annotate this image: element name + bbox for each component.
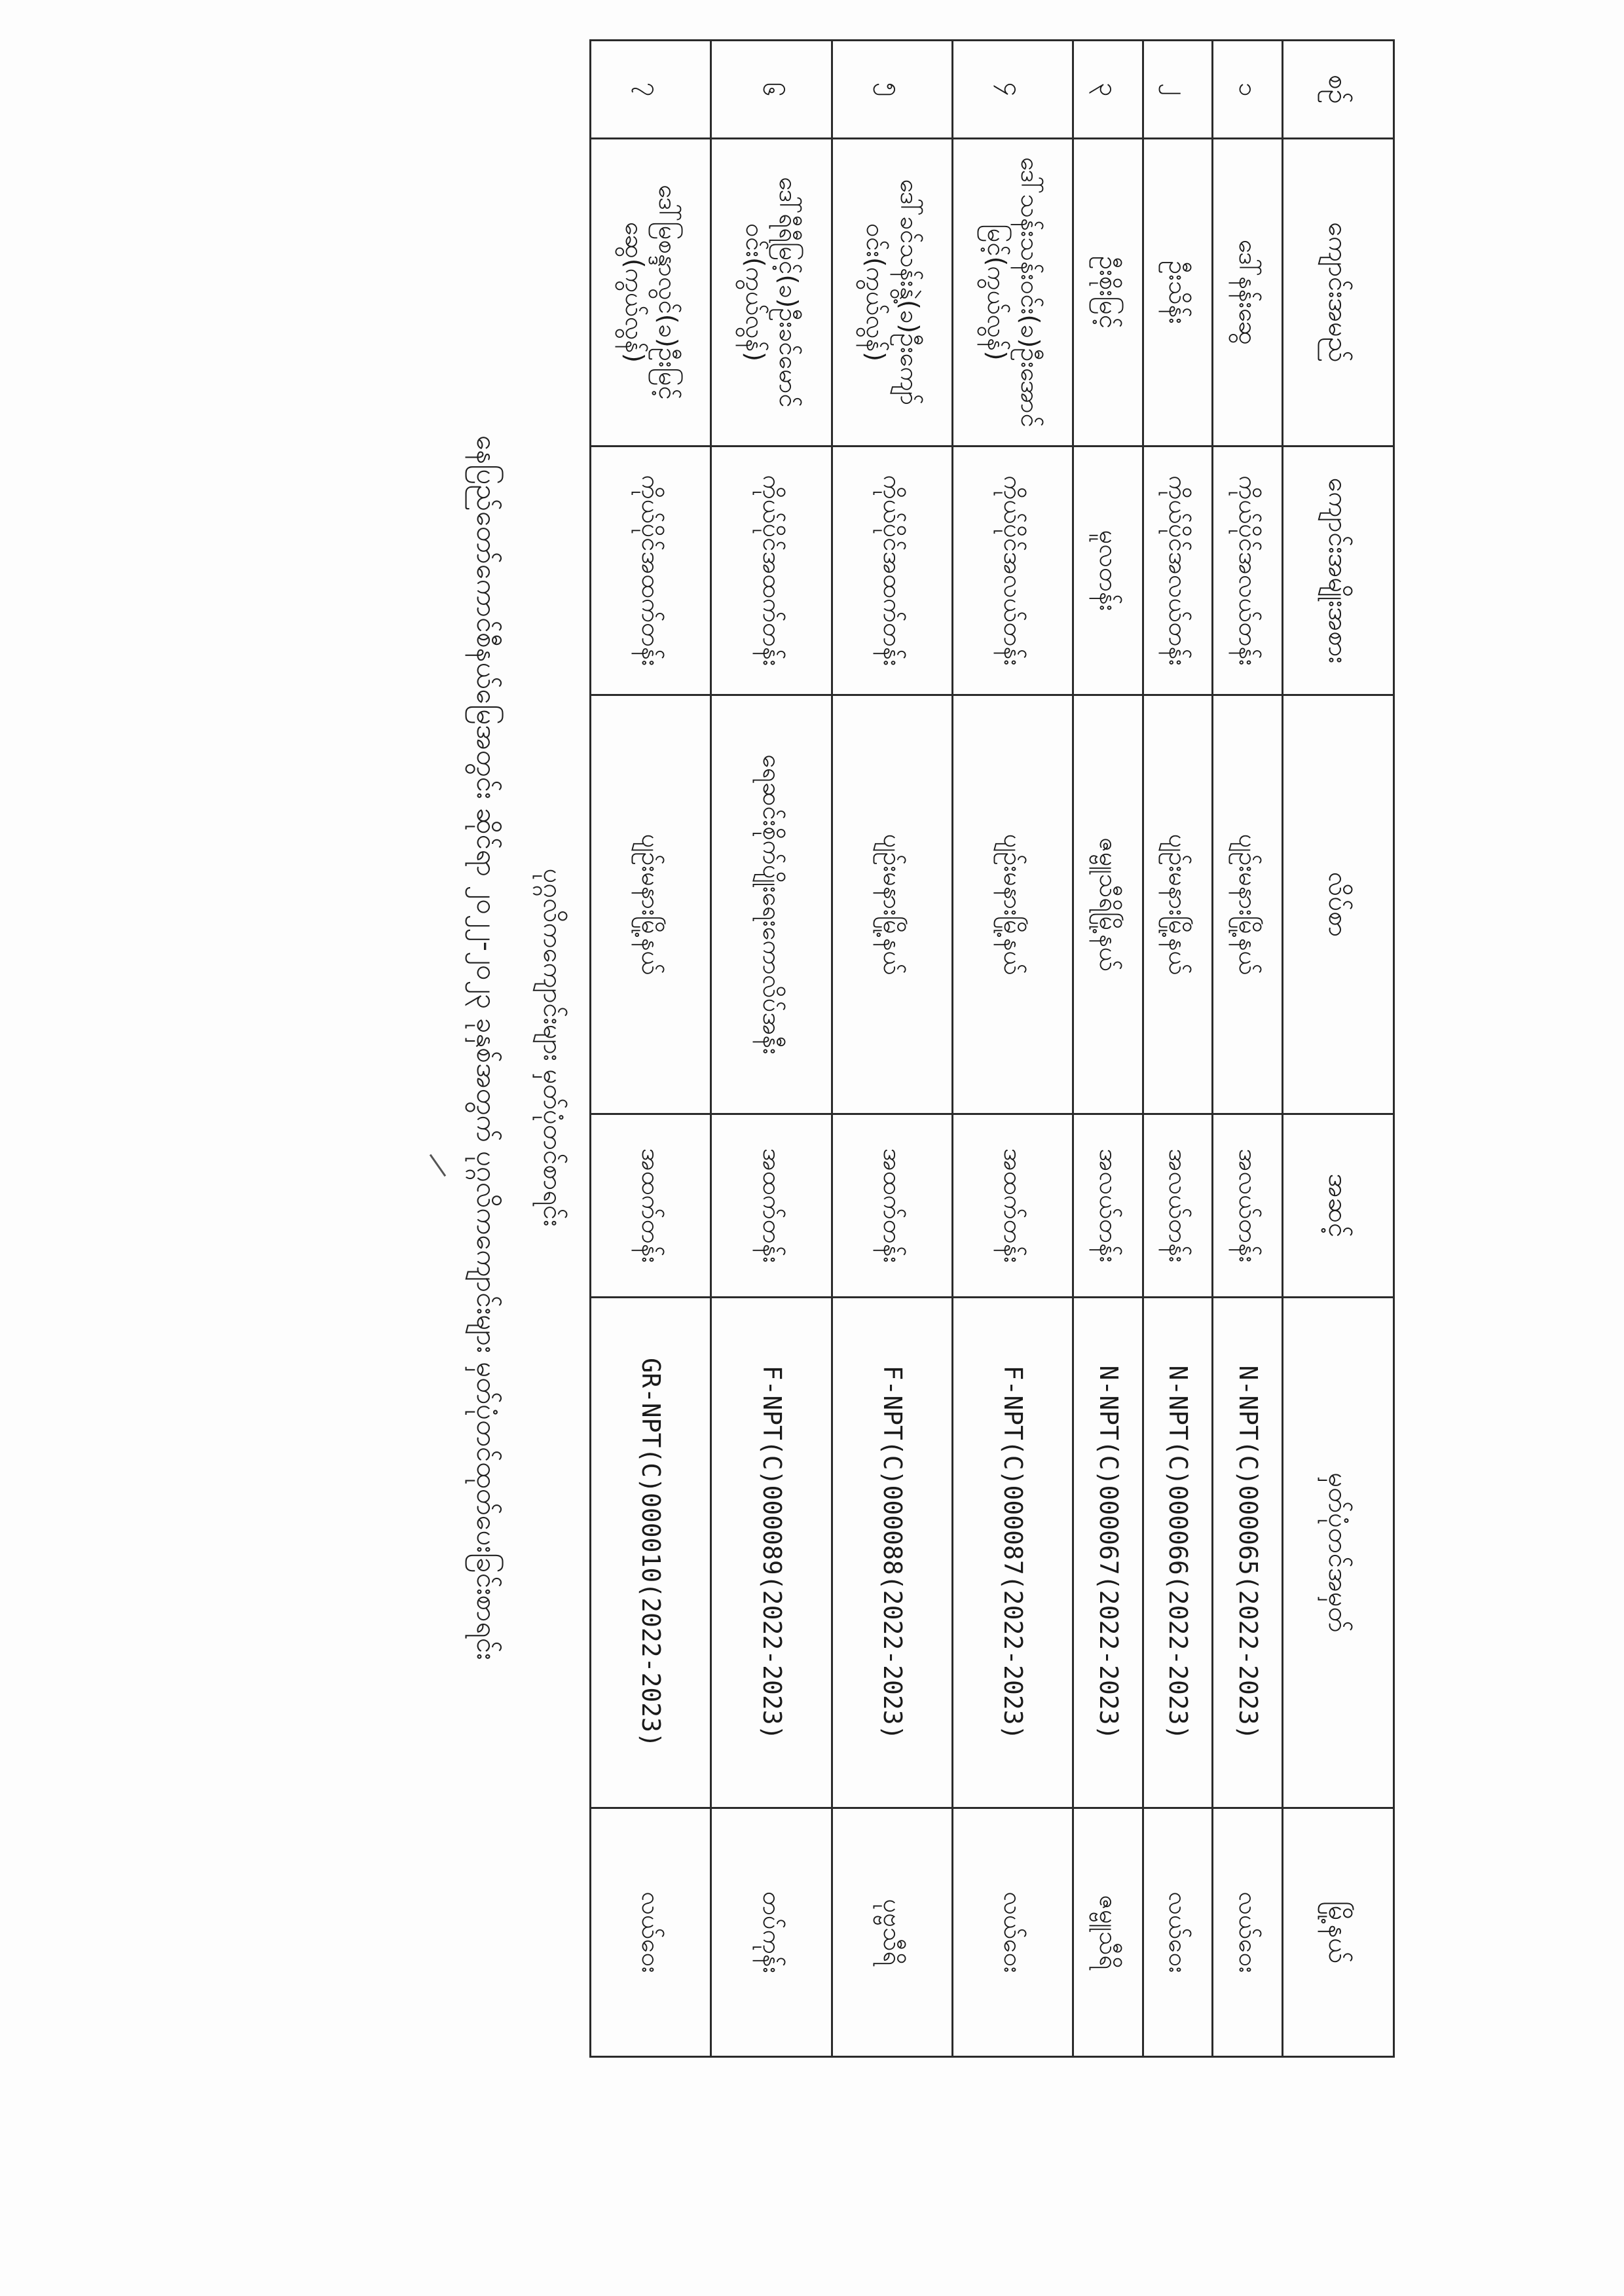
school-address: ပျဉ်းမနားမြို့နယ်	[832, 695, 952, 1114]
school-level: အလယ်တန်း	[1213, 1114, 1283, 1298]
school-level: အလယ်တန်း	[1143, 1114, 1213, 1298]
school-address: ပျဉ်းမနားမြို့နယ်	[1213, 695, 1283, 1114]
header-cell: ကျောင်းအမည်	[1283, 139, 1394, 446]
registration-number: N-NPT(C)000067(2022-2023)	[1073, 1298, 1143, 1808]
registration-number: GR-NPT(C)000010(2022-2023)	[591, 1298, 711, 1808]
school-level: အထက်တန်း	[711, 1114, 832, 1298]
registration-number: F-NPT(C)000087(2022-2023)	[953, 1298, 1073, 1808]
header-cell: ကျောင်းအမျိုးအစား	[1283, 446, 1394, 695]
table-row	[1213, 41, 1283, 2057]
row-number: ၃	[1073, 41, 1143, 139]
header-cell: စဉ်	[1283, 41, 1394, 139]
township: လယ်ဝေး	[1213, 1808, 1283, 2057]
school-address: ပျဉ်းမနားမြို့နယ်	[953, 695, 1073, 1114]
school-type: ကိုယ်ပိုင်အထက်တန်း	[832, 446, 952, 695]
school-type: ကိုယ်ပိုင်အလယ်တန်း	[1143, 446, 1213, 695]
school-type: ကိုယ်ပိုင်အလယ်တန်း	[953, 446, 1073, 695]
document-subtitle: ပုဂ္ဂလိကကျောင်းများ မှတ်ပုံတင်စာရင်း	[538, 868, 568, 1227]
school-level: အထက်တန်း	[591, 1114, 711, 1298]
table-header-row	[1283, 41, 1394, 2057]
school-name: ဒေါ်သန်းသန်းဝင်း(ခ)ဦးအောင်မြင့်(ကွယ်လွန်)	[953, 139, 1073, 446]
table-row	[711, 41, 832, 2057]
township: တပ်ကုန်း	[711, 1808, 832, 2057]
registration-number: N-NPT(C)000066(2022-2023)	[1143, 1298, 1213, 1808]
registration-number: N-NPT(C)000065(2022-2023)	[1213, 1298, 1283, 1808]
township: ပုဗ္ဗသီရိ	[832, 1808, 952, 2057]
school-level: အလယ်တန်း	[1073, 1114, 1143, 1298]
document-title: နေပြည်တော်ကောင်စီနယ်မြေအတွင်း ဆိုင်ရာ ၂၀၂၂-၂၀၂၃ ခုနှစ်အတွက် ပုဂ္ဂလိကကျောင်းများ မှတ်ပုံတင်ထုတ်ပေးခြင်းစာရင်း	[471, 435, 503, 1660]
township: လယ်ဝေး	[953, 1808, 1073, 2057]
row-number: ၂	[1143, 41, 1213, 139]
school-name: ဒေါ်နန်းဆွေ	[1213, 139, 1283, 446]
table-row	[591, 41, 711, 2057]
table-row	[832, 41, 952, 2057]
township: လယ်ဝေး	[591, 1808, 711, 2057]
row-number: ၆	[711, 41, 832, 139]
school-name: ဒေါ်ရီရီမြင့်(ခ)ဦးခင်မောင်ဝင်း(ကွယ်လွန်)	[711, 139, 832, 446]
school-name: ဦးစိုးမြင့်	[1073, 139, 1143, 446]
rotated-content	[413, 39, 1395, 2056]
table-row	[1073, 41, 1143, 2057]
header-cell: မြို့နယ်	[1283, 1808, 1394, 2057]
row-number: ၇	[591, 41, 711, 139]
school-name: ဒေါ်မြစန္ဒာလွင်(ခ)ဦးမြင့်ဆွေ(ကွယ်လွန်)	[591, 139, 711, 446]
registration-table	[589, 39, 1395, 2058]
school-name: ဦးသိန်း	[1143, 139, 1213, 446]
school-level: အထက်တန်း	[832, 1114, 952, 1298]
school-address: ရေဆင်းစိုက်ပျိုးရေးကောလိပ်အနီး	[711, 695, 832, 1114]
school-name: ဒေါ်ခင်သန်းနွဲ့(ခ)ဦးကျော်ဝင်း(ကွယ်လွန်)	[832, 139, 952, 446]
header-cell: အဆင့်	[1283, 1114, 1394, 1298]
township: ဇမ္ဗူသီရိ	[1073, 1808, 1143, 2057]
school-type: ကိုယ်ပိုင်အထက်တန်း	[591, 446, 711, 695]
school-type: ကိုယ်ပိုင်အလယ်တန်း	[1213, 446, 1283, 695]
school-address: ဇမ္ဗူသီရိမြို့နယ်	[1073, 695, 1143, 1114]
school-type: ကိုယ်ပိုင်အထက်တန်း	[711, 446, 832, 695]
table-row	[1143, 41, 1213, 2057]
table-row	[953, 41, 1073, 2057]
school-address: ပျဉ်းမနားမြို့နယ်	[1143, 695, 1213, 1114]
header-cell: လိပ်စာ	[1283, 695, 1394, 1114]
registration-number: F-NPT(C)000089(2022-2023)	[711, 1298, 832, 1808]
row-number: ၄	[953, 41, 1073, 139]
row-number: ၅	[832, 41, 952, 139]
school-level: အထက်တန်း	[953, 1114, 1073, 1298]
registration-number: F-NPT(C)000088(2022-2023)	[832, 1298, 952, 1808]
township: လယ်ဝေး	[1143, 1808, 1213, 2057]
row-number: ၁	[1213, 41, 1283, 139]
school-address: ပျဉ်းမနားမြို့နယ်	[591, 695, 711, 1114]
header-cell: မှတ်ပုံတင်အမှတ်	[1283, 1298, 1394, 1808]
pen-mark	[430, 1154, 446, 1176]
school-type: မူလတန်း	[1073, 446, 1143, 695]
